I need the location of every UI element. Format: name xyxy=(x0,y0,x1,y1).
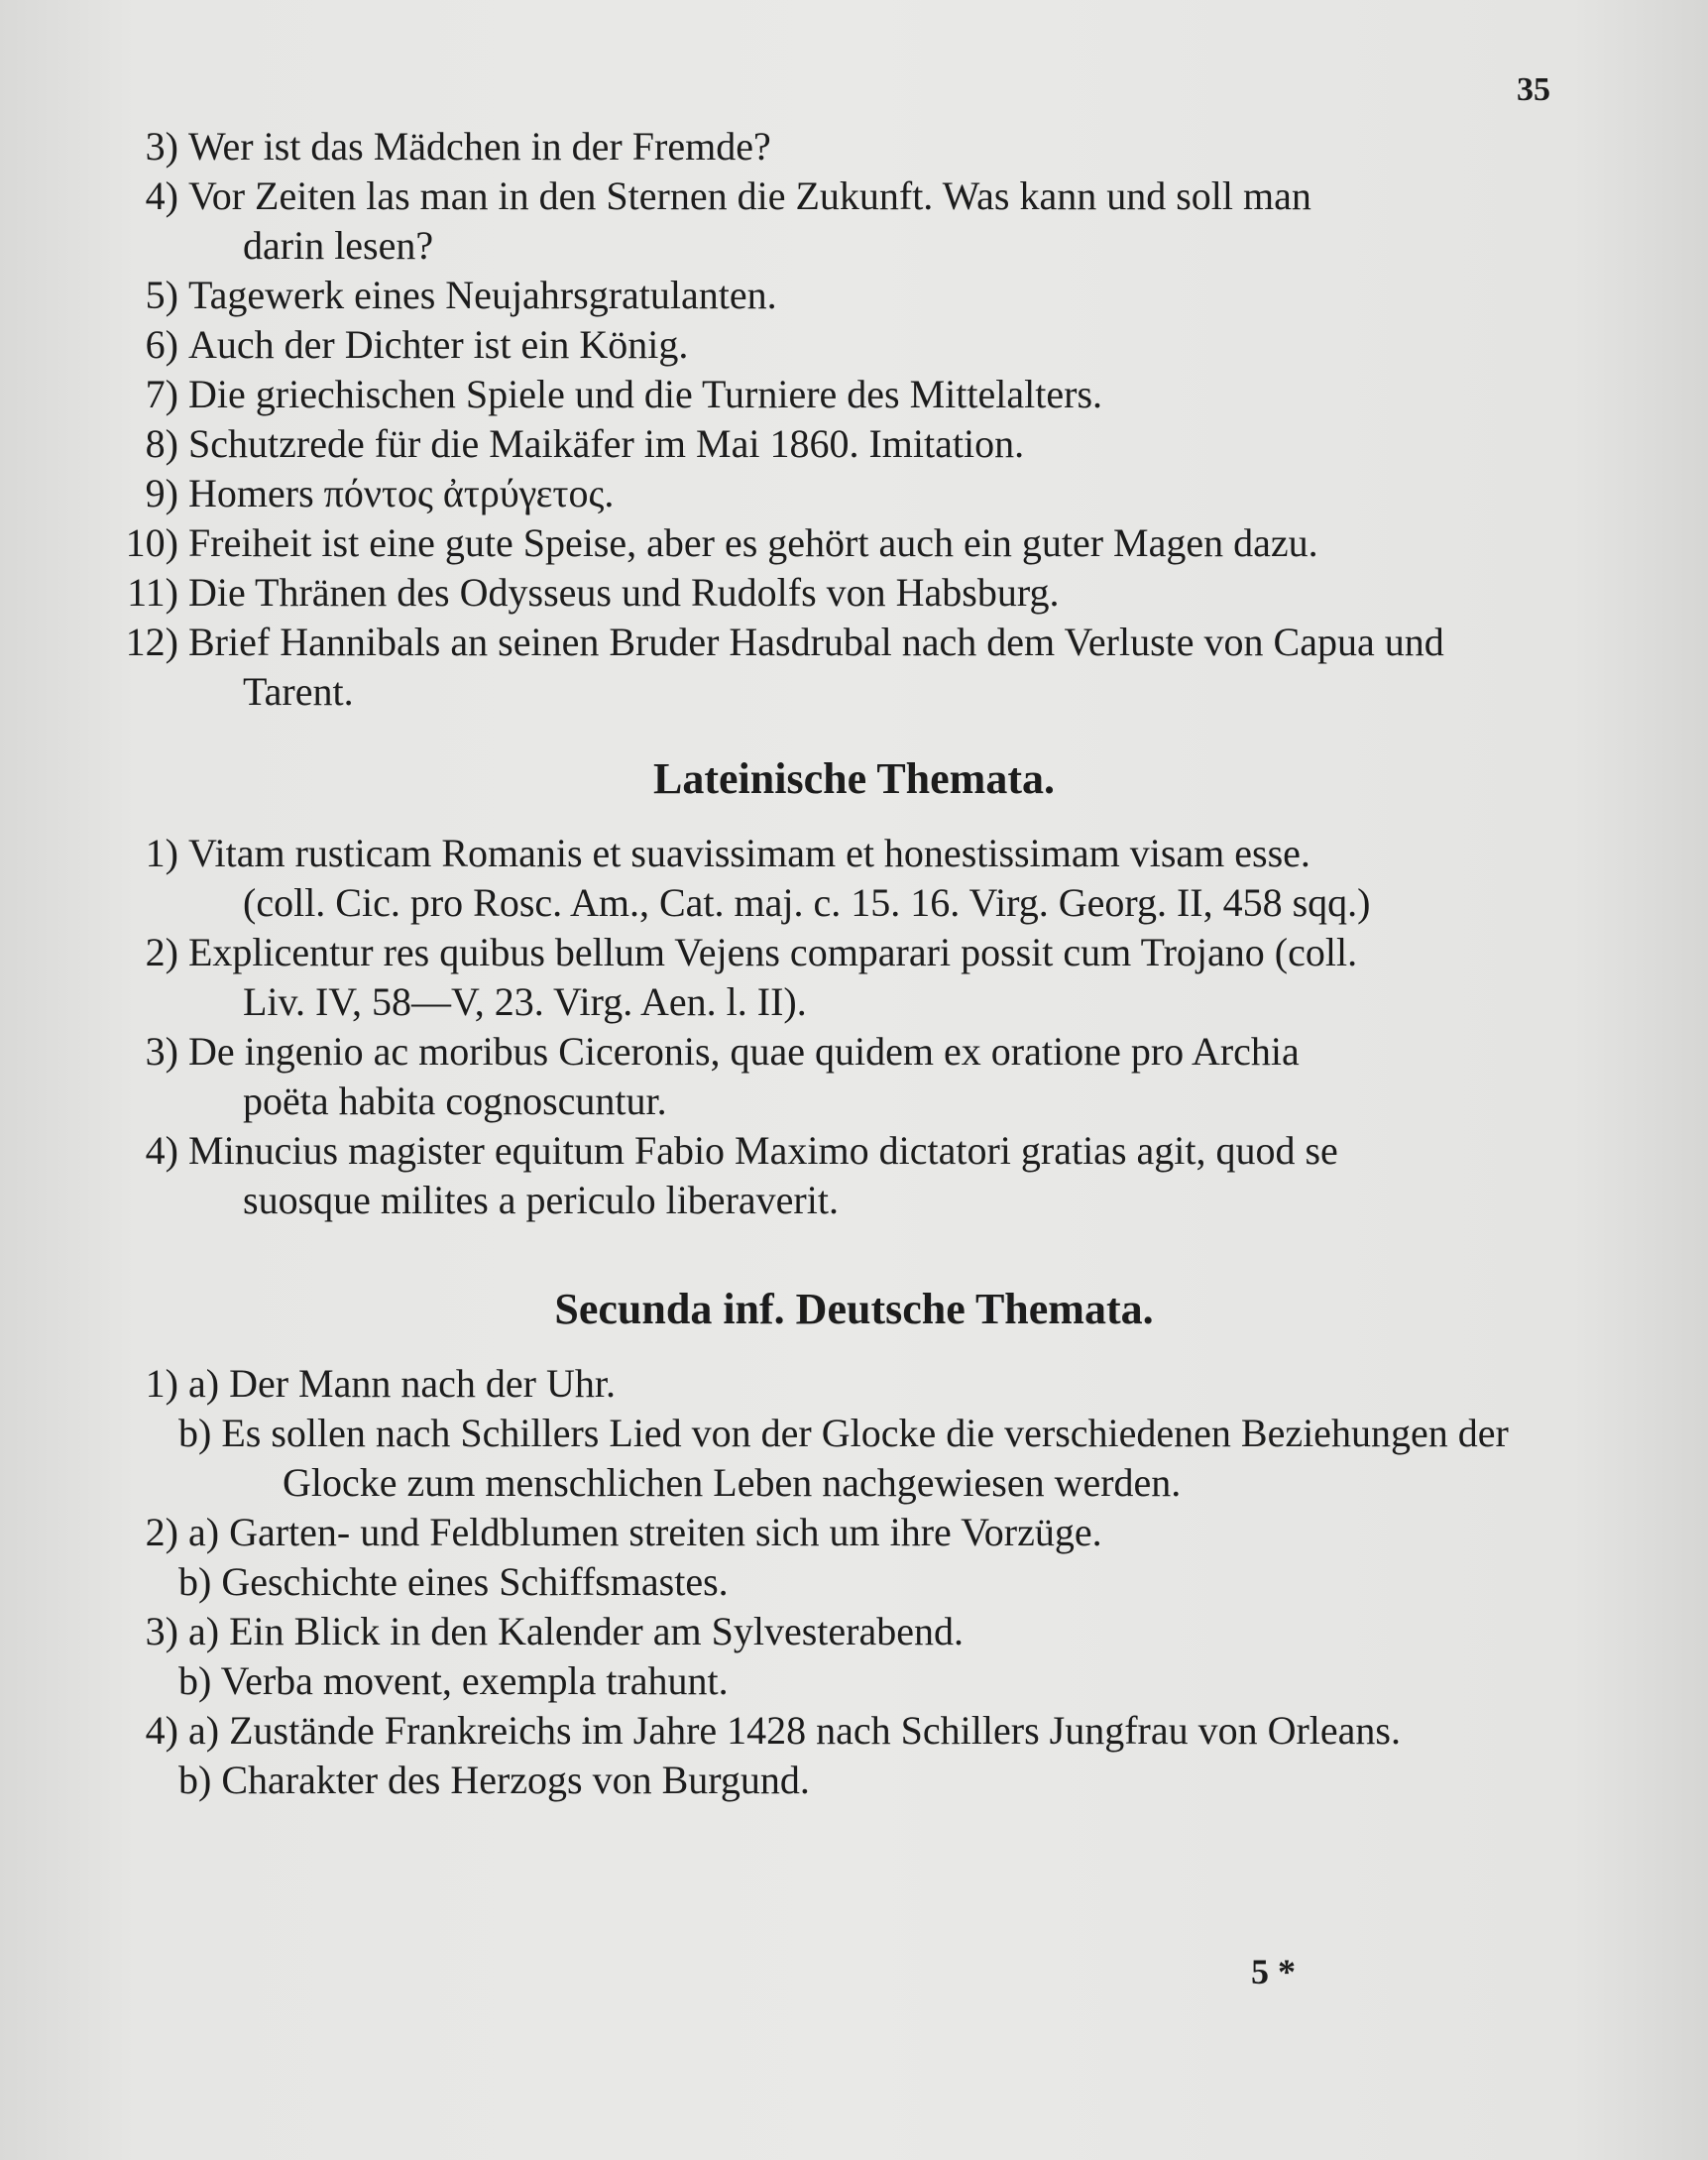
item-number: 11) xyxy=(127,570,178,615)
section-heading: Lateinische Themata. xyxy=(653,754,1055,803)
item-text: Geschichte eines Schiffsmastes. xyxy=(221,1559,729,1604)
item-number: 3) xyxy=(145,1609,178,1653)
list-item xyxy=(89,468,1576,519)
item-text: De ingenio ac moribus Ciceronis, quae quidem ex oratione pro Archia xyxy=(188,1029,1300,1074)
item-text: Die Thränen des Odysseus und Rudolfs von Habsburg. xyxy=(188,570,1060,615)
item-text: Brief Hannibals an seinen Bruder Hasdrubal nach dem Verluste von Capua und xyxy=(188,620,1444,664)
list-item xyxy=(89,927,1576,978)
item-text: Vor Zeiten las man in den Sternen die Zukunft. Was kann und soll man xyxy=(188,173,1311,218)
list-item xyxy=(89,270,1576,321)
item-text: Garten- und Feldblumen streiten sich um ihre Vorzüge. xyxy=(229,1510,1102,1554)
item-text: Die griechischen Spiele und die Turniere des Mittelalters. xyxy=(188,372,1103,416)
item-number: 7) xyxy=(145,372,178,416)
item-number: 2) xyxy=(145,930,178,974)
sub-item xyxy=(178,1556,729,1608)
item-number: 4) xyxy=(145,1708,178,1753)
item-number: 3) xyxy=(145,1029,178,1074)
item-text: Verba movent, exempla trahunt. xyxy=(220,1658,729,1703)
item-text: Tagewerk eines Neujahrsgratulanten. xyxy=(188,273,777,317)
list-item xyxy=(89,1026,1576,1078)
list-item xyxy=(89,617,1576,668)
item-text: Zustände Frankreichs im Jahre 1428 nach Schillers Jungfrau von Orleans. xyxy=(229,1708,1401,1753)
item-text: Der Mann nach der Uhr. xyxy=(229,1361,616,1406)
item-continuation: suosque milites a periculo liberaverit. xyxy=(243,1178,839,1222)
item-number: 4) xyxy=(145,173,178,218)
sub-item xyxy=(178,1755,810,1806)
section-heading: Secunda inf. Deutsche Themata. xyxy=(554,1285,1154,1333)
item-number: 12) xyxy=(125,620,178,664)
list-item xyxy=(89,369,1576,420)
list-item xyxy=(89,1125,1576,1177)
list-item xyxy=(89,517,1576,569)
item-text: Vitam rusticam Romanis et suavissimam et honestissimam visam esse. xyxy=(188,831,1310,875)
sub-label: b) xyxy=(178,1559,212,1604)
sub-label: a) xyxy=(188,1510,220,1554)
sub-item xyxy=(178,1655,729,1707)
item-continuation: poëta habita cognoscuntur. xyxy=(243,1079,667,1123)
item-number: 2) xyxy=(145,1510,178,1554)
sub-label: b) xyxy=(178,1658,212,1703)
item-number: 6) xyxy=(145,322,178,367)
item-continuation: Tarent. xyxy=(243,669,354,714)
item-number: 10) xyxy=(125,520,178,565)
item-text: Charakter des Herzogs von Burgund. xyxy=(221,1758,810,1802)
item-number: 4) xyxy=(145,1128,178,1173)
item-number: 8) xyxy=(145,421,178,466)
sub-item xyxy=(178,1408,1509,1459)
item-continuation: (coll. Cic. pro Rosc. Am., Cat. maj. c. 15. 16. Virg. Georg. II, 458 sqq.) xyxy=(243,880,1371,925)
sub-label: a) xyxy=(188,1708,220,1753)
item-text: Es sollen nach Schillers Lied von der Glocke die verschiedenen Beziehungen der xyxy=(221,1411,1509,1455)
item-text: Wer ist das Mädchen in der Fremde? xyxy=(188,124,771,169)
list-item xyxy=(89,1606,1576,1657)
item-number: 1) xyxy=(145,831,178,875)
list-item xyxy=(89,121,1576,172)
item-number: 9) xyxy=(145,471,178,515)
item-continuation: Liv. IV, 58—V, 23. Virg. Aen. l. II). xyxy=(243,979,807,1024)
item-text: Schutzrede für die Maikäfer im Mai 1860. Imitation. xyxy=(188,421,1025,466)
item-text: Auch der Dichter ist ein König. xyxy=(188,322,689,367)
list-item xyxy=(89,418,1576,470)
signature-mark: 5 * xyxy=(1251,1952,1296,1991)
item-text: Ein Blick in den Kalender am Sylvesterabend. xyxy=(229,1609,964,1653)
list-item xyxy=(89,1705,1576,1757)
list-item xyxy=(89,828,1576,879)
item-text: Homers πόντος ἀτρύγετος. xyxy=(188,471,615,515)
sub-label: a) xyxy=(188,1609,220,1653)
list-item xyxy=(89,171,1576,222)
sub-label: a) xyxy=(188,1361,220,1406)
item-number: 5) xyxy=(145,273,178,317)
item-continuation: Glocke zum menschlichen Leben nachgewiesen werden. xyxy=(283,1460,1182,1505)
item-text: Explicentur res quibus bellum Vejens comparari possit cum Trojano (coll. xyxy=(188,930,1358,974)
sub-label: b) xyxy=(178,1758,212,1802)
list-item xyxy=(89,1507,1576,1558)
item-text: Freiheit ist eine gute Speise, aber es gehört auch ein guter Magen dazu. xyxy=(188,520,1318,565)
item-number: 3) xyxy=(145,124,178,169)
page-number: 35 xyxy=(1517,71,1550,108)
item-number: 1) xyxy=(145,1361,178,1406)
item-continuation: darin lesen? xyxy=(243,223,434,268)
item-text: Minucius magister equitum Fabio Maximo dictatori gratias agit, quod se xyxy=(188,1128,1338,1173)
list-item xyxy=(89,319,1576,371)
list-item xyxy=(89,567,1576,619)
sub-label: b) xyxy=(178,1411,212,1455)
list-item xyxy=(89,1358,1576,1410)
